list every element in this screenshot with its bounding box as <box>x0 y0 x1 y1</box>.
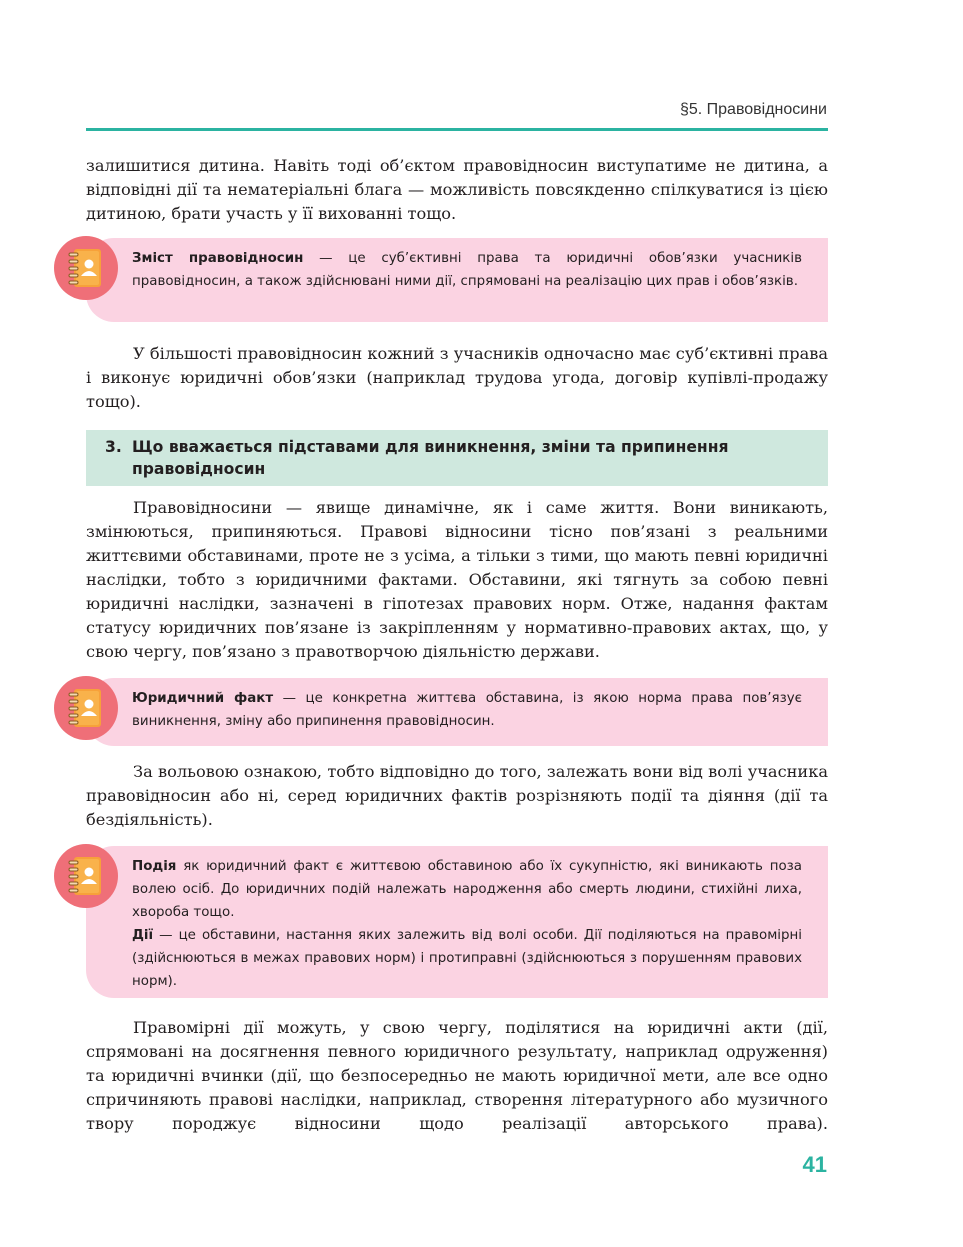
definition-action <box>132 924 802 993</box>
definition-text <box>132 247 802 293</box>
paragraph-intro: залишитися дитина. Навіть тоді об’єктом правовідносин виступатиме не дитина, а відповідні дії та нематеріальні блага — можливість повсякденно спілкуватися із цією дитиною, брати участь у її вихованні тощо. <box>86 156 828 223</box>
paragraph-rights-duties: У більшості правовідносин кожний з учасників одночасно має суб’єктивні права і виконує юридичні обов’язки (наприклад трудова угода, договір купівлі-продажу тощо). <box>86 344 828 411</box>
definition-box-event-action <box>86 846 828 998</box>
definition-text <box>132 855 802 993</box>
definition-box-content <box>86 238 828 322</box>
paragraph-volitional: За вольовою ознакою, тобто відповідно до того, залежать вони від волі учасника правовідносин або ні, серед юридичних фактів розрізняють події та діяння (дії та бездіяльність). <box>86 762 828 829</box>
paragraph-lawful-actions: Правомірні дії можуть, у свою чергу, поділятися на юридичні акти (дії, спрямовані на досягнення певного юридичного результату, наприклад одруження) та юридичні вчинки (дії, що безпосередньо не мають юридичної мети, але все одно спричиняють правові наслідки, наприклад, створення літературного або музичного твору породжує відносини щодо реалізації авторського права). <box>86 1018 828 1133</box>
definition-event <box>132 855 802 924</box>
address-book-icon <box>54 676 118 740</box>
definition-text <box>132 687 802 733</box>
definition-body: — це обставини, настання яких залежить від волі особи. Дії поділяються на правомірні (здійснюються в межах правових норм) і протиправні (здійснюються з порушенням правових норм). <box>132 928 802 989</box>
address-book-icon <box>54 236 118 300</box>
definition-term: Подія <box>132 859 177 874</box>
address-book-icon <box>54 844 118 908</box>
definition-body: — це конкретна життєва обставина, із якою норма права пов’язує виникнення, зміну або припинення правовідносин. <box>132 691 802 729</box>
page-number: 41 <box>802 1152 827 1177</box>
definition-box-legal-fact <box>86 678 828 746</box>
definition-term: Дії <box>132 928 154 943</box>
section-title: Що вважається підставами для виникнення, зміни та припинення правовідносин <box>132 438 729 478</box>
running-header: §5. Правовідносини <box>679 101 827 118</box>
header-divider <box>86 128 828 131</box>
definition-body: — це суб’єктивні права та юридичні обов’язки учасників правовідносин, а також здійснювані ними дії, спрямовані на реалізацію цих прав і обов’язків. <box>132 251 802 289</box>
definition-body: як юридичний факт є життєвою обставиною або їх сукупністю, які виникають поза волею осіб. До юридичних подій належать народження або смерть людини, стихійні лиха, хвороба тощо. <box>132 859 802 920</box>
section-number: 3. <box>105 438 122 456</box>
section-heading <box>86 430 828 486</box>
paragraph-dynamics: Правовідносини — явище динамічне, як і саме життя. Вони виникають, змінюються, припиняються. Правові відносини тісно пов’язані з реальними життєвими обставинами, проте не з усіма, а тільки з тими, що мають певні юридичні наслідки, тобто з юридичними фактами. Обставини, які тягнуть за собою певні юридичні наслідки, зазначені в гіпотезах правових норм. Отже, надання фактам статусу юридичних пов’язане із закріпленням у нормативно-правових актах, що, у свою чергу, пов’язано з правотворчою діяльністю держави. <box>86 498 828 661</box>
definition-term: Зміст правовідносин <box>132 251 304 266</box>
definition-term: Юридичний факт <box>132 691 274 706</box>
